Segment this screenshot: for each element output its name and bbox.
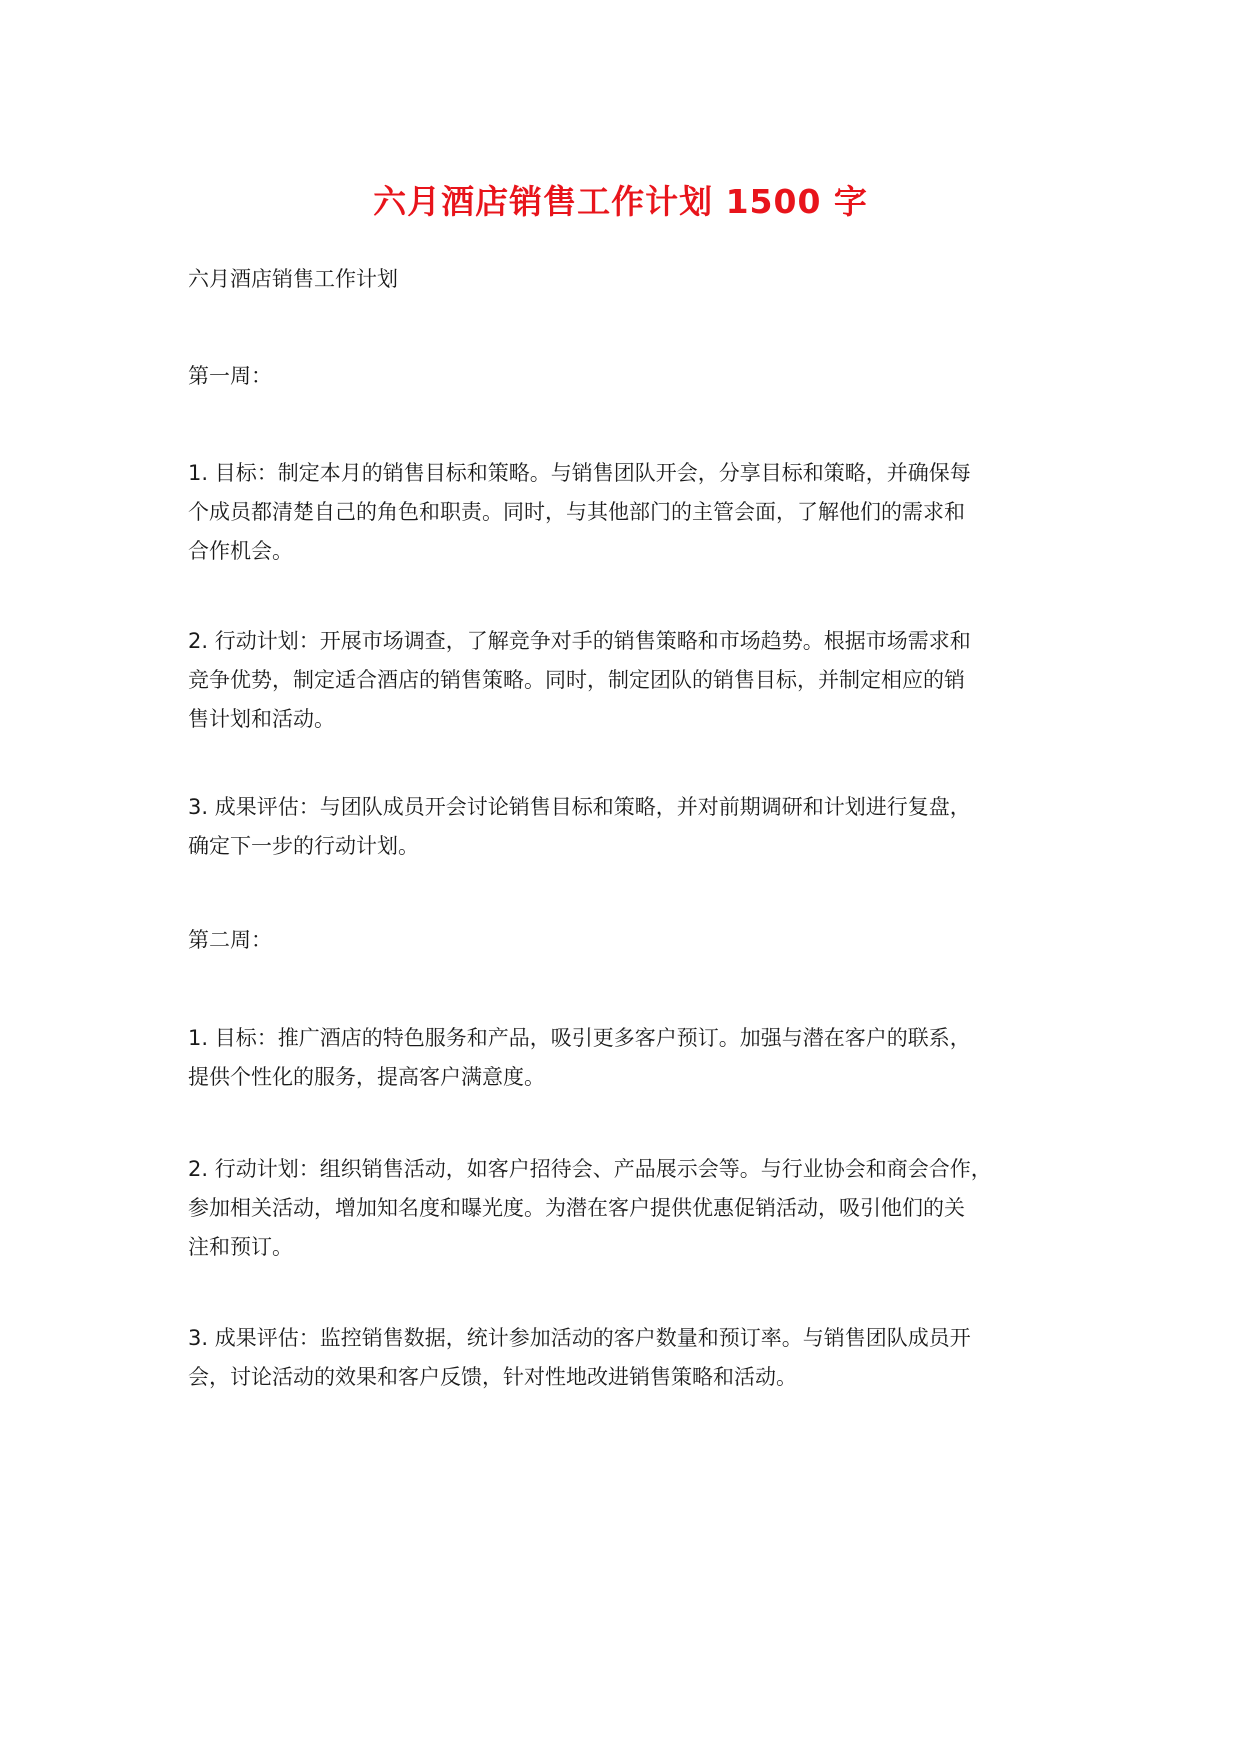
paragraph-line: 提供个性化的服务，提高客户满意度。 [188, 1065, 545, 1089]
paragraph-line: 个成员都清楚自己的角色和职责。同时，与其他部门的主管会面，了解他们的需求和 [188, 500, 965, 524]
paragraph-line: 竞争优势，制定适合酒店的销售策略。同时，制定团队的销售目标，并制定相应的销 [188, 668, 965, 692]
section-heading-week-1: 第一周： [188, 364, 272, 388]
paragraph-week2-evaluation [188, 1319, 1088, 1397]
paragraph-line: 售计划和活动。 [188, 707, 335, 731]
paragraph-line: 确定下一步的行动计划。 [188, 834, 419, 858]
paragraph-week1-action-plan [188, 622, 1088, 739]
document-subtitle: 六月酒店销售工作计划 [188, 267, 398, 291]
paragraph-line: 会，讨论活动的效果和客户反馈，针对性地改进销售策略和活动。 [188, 1365, 797, 1389]
paragraph-week2-action-plan [188, 1150, 1088, 1267]
document-title: 六月酒店销售工作计划 1500 字 [373, 182, 868, 221]
paragraph-line: 1. 目标：推广酒店的特色服务和产品，吸引更多客户预订。加强与潜在客户的联系， [188, 1026, 971, 1050]
paragraph-week1-goal [188, 454, 1088, 571]
paragraph-line: 1. 目标：制定本月的销售目标和策略。与销售团队开会，分享目标和策略，并确保每 [188, 461, 971, 485]
paragraph-line: 2. 行动计划：开展市场调查，了解竞争对手的销售策略和市场趋势。根据市场需求和 [188, 629, 971, 653]
paragraph-line: 参加相关活动，增加知名度和曝光度。为潜在客户提供优惠促销活动，吸引他们的关 [188, 1196, 965, 1220]
section-heading-week-2: 第二周： [188, 928, 272, 952]
paragraph-line: 3. 成果评估：与团队成员开会讨论销售目标和策略，并对前期调研和计划进行复盘， [188, 795, 971, 819]
paragraph-line: 2. 行动计划：组织销售活动，如客户招待会、产品展示会等。与行业协会和商会合作， [188, 1157, 992, 1181]
paragraph-line: 注和预订。 [188, 1235, 293, 1259]
paragraph-week2-goal [188, 1019, 1088, 1097]
paragraph-week1-evaluation [188, 788, 1088, 866]
paragraph-line: 3. 成果评估：监控销售数据，统计参加活动的客户数量和预订率。与销售团队成员开 [188, 1326, 971, 1350]
paragraph-line: 合作机会。 [188, 539, 293, 563]
